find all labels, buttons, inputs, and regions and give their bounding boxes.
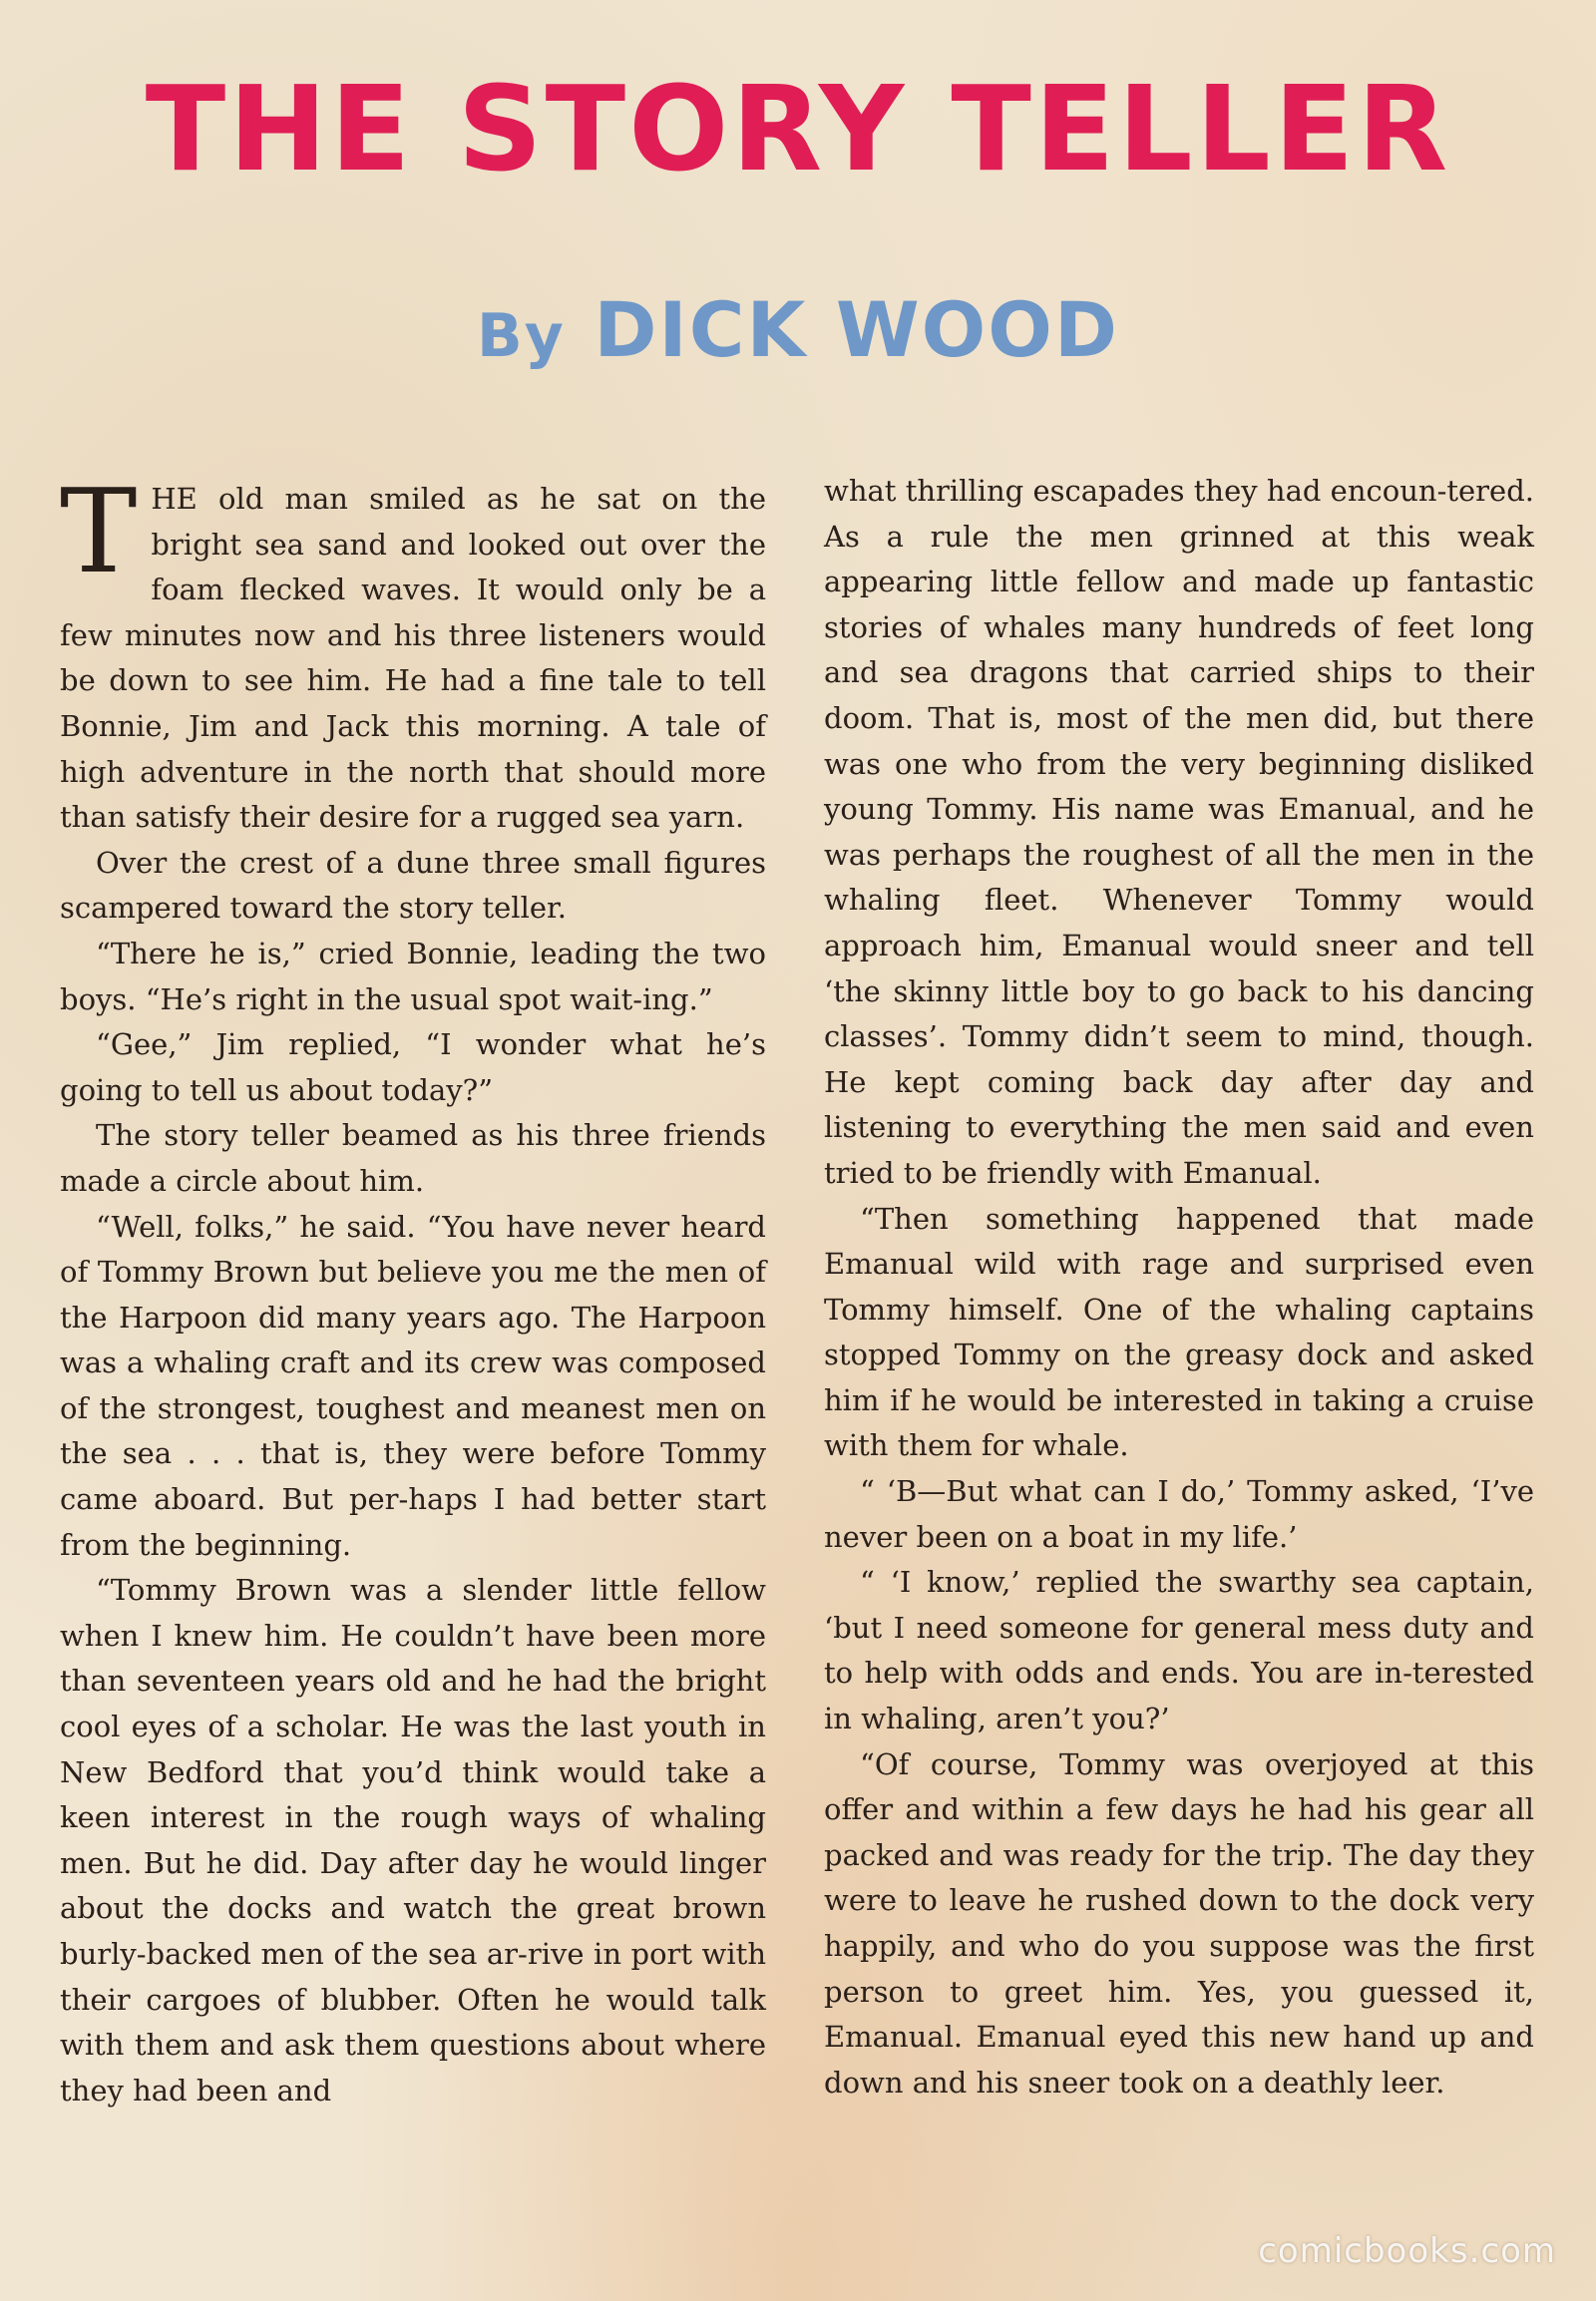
byline-by: By (477, 301, 566, 371)
byline-author: DICK WOOD (594, 285, 1119, 374)
paragraph-6: “Well, folks,” he said. “You have never heard of Tommy Brown but believe you me the men of the Harpoon did many years ago. The Harpoon was a whaling craft and its crew was composed of the strongest, toughest and meanest men on the sea . . . that is, they were before Tommy came aboard. But per-haps I had better start from the beginning. (60, 1209, 766, 1562)
right-column (824, 469, 1534, 2106)
paragraph-3: “There he is,” cried Bonnie, leading the two boys. “He’s right in the usual spot wait-ing.” (60, 936, 766, 1016)
paragraph-1-text: HE old man smiled as he sat on the bright sea sand and looked out over the foam flecked waves. It would only be a few minutes now and his three listeners would be down to see him. He had a fine tale to tell Bonnie, Jim and Jack this morning. A tale of high adventure in the north that should more than satisfy their desire for a rugged sea yarn. (60, 482, 766, 835)
watermark: comicbooks.com (1258, 2231, 1556, 2271)
page-title: THE STORY TELLER (145, 60, 1451, 197)
paragraph-4: “Gee,” Jim replied, “I wonder what he’s going to tell us about today?” (60, 1027, 766, 1107)
paragraph-11: “ ‘I know,’ replied the swarthy sea captain, ‘but I need someone for general mess duty and to help with odds and ends. You are in-terested in whaling, aren’t you?’ (824, 1565, 1534, 1736)
paragraph-9: “Then something happened that made Emanual wild with rage and surprised even Tommy himself. One of the whaling captains stopped Tommy on the greasy dock and asked him if he would be interested in taking a cruise with them for whale. (824, 1201, 1534, 1463)
paragraph-10: “ ‘B—But what can I do,’ Tommy asked, ‘I’ve never been on a boat in my life.’ (824, 1474, 1534, 1554)
paragraph-1 (60, 465, 766, 841)
drop-cap: T (60, 465, 138, 599)
left-column (60, 465, 766, 2113)
paragraph-5: The story teller beamed as his three friends made a circle about him. (60, 1118, 766, 1198)
paragraph-2: Over the crest of a dune three small figures scampered toward the story teller. (60, 845, 766, 926)
paragraph-12: “Of course, Tommy was overjoyed at this offer and within a few days he had his gear all packed and was ready for the trip. The day they were to leave he rushed down to the dock very happily, and who do you suppose was the first person to greet him. Yes, you guessed it, Emanual. Emanual eyed this new hand up and down and his sneer took on a deathly leer. (824, 1746, 1534, 2100)
paragraph-7: “Tommy Brown was a slender little fellow when I knew him. He couldn’t have been more than seventeen years old and he had the bright cool eyes of a scholar. He was the last youth in New Bedford that you’d think would take a keen interest in the rough ways of whaling men. But he did. Day after day he would linger about the docks and watch the great brown burly-backed men of the sea ar-rive in port with their cargoes of blubber. Often he would talk with them and ask them questions about where they had been and (60, 1573, 766, 2108)
byline (0, 285, 1596, 374)
paragraph-8: what thrilling escapades they had encoun-tered. As a rule the men grinned at this weak appearing little fellow and made up fantastic stories of whales many hundreds of feet long and sea dragons that carried ships to their doom. That is, most of the men did, but there was one who from the very beginning disliked young Tommy. His name was Emanual, and he was perhaps the roughest of all the men in the whaling fleet. Whenever Tommy would approach him, Emanual would sneer and tell ‘the skinny little boy to go back to his dancing classes’. Tommy didn’t seem to mind, though. He kept coming back day after day and listening to everything the men said and even tried to be friendly with Emanual. (824, 474, 1534, 1190)
